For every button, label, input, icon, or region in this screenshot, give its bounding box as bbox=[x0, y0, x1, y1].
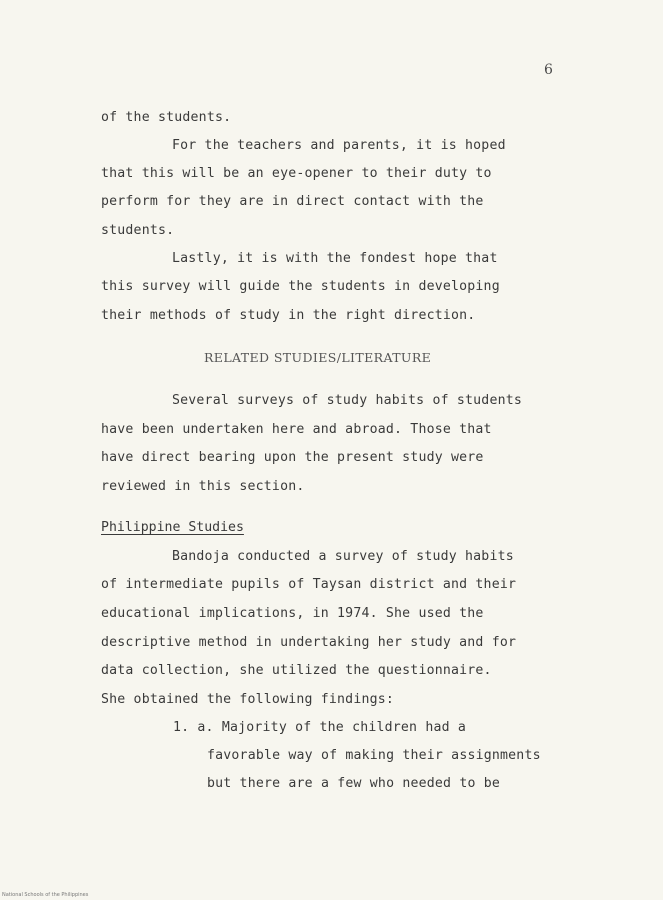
text-line: She obtained the following findings: bbox=[101, 692, 395, 707]
text-line: have been undertaken here and abroad. Those that bbox=[101, 422, 492, 437]
text-line: For the teachers and parents, it is hoped bbox=[172, 138, 506, 153]
text-line: reviewed in this section. bbox=[101, 479, 305, 494]
text-line: students. bbox=[101, 223, 175, 238]
text-line: this survey will guide the students in developing bbox=[101, 279, 500, 294]
section-heading: RELATED STUDIES/LITERATURE bbox=[204, 350, 432, 365]
text-line: Lastly, it is with the fondest hope that bbox=[172, 251, 498, 266]
text-line: Bandoja conducted a survey of study habits bbox=[172, 549, 514, 564]
page-number: 6 bbox=[544, 62, 553, 78]
subheading: Philippine Studies bbox=[101, 520, 244, 535]
text-line: of intermediate pupils of Taysan district and their bbox=[101, 577, 517, 592]
text-line: that this will be an eye-opener to their duty to bbox=[101, 166, 492, 181]
text-line: educational implications, in 1974. She used the bbox=[101, 606, 484, 621]
text-line: data collection, she utilized the questionnaire. bbox=[101, 663, 492, 678]
footer-text: National Schools of the Philippines bbox=[2, 892, 89, 898]
text-line: their methods of study in the right direction. bbox=[101, 308, 476, 323]
text-line: perform for they are in direct contact with the bbox=[101, 194, 484, 209]
text-line: Several surveys of study habits of students bbox=[172, 393, 523, 408]
text-line: of the students. bbox=[101, 110, 232, 125]
text-line: descriptive method in undertaking her study and for bbox=[101, 635, 517, 650]
list-item-line: 1. a. Majority of the children had a bbox=[173, 720, 467, 735]
list-item-line: favorable way of making their assignments bbox=[207, 748, 541, 763]
text-line: have direct bearing upon the present study were bbox=[101, 450, 484, 465]
list-item-line: but there are a few who needed to be bbox=[207, 776, 501, 791]
